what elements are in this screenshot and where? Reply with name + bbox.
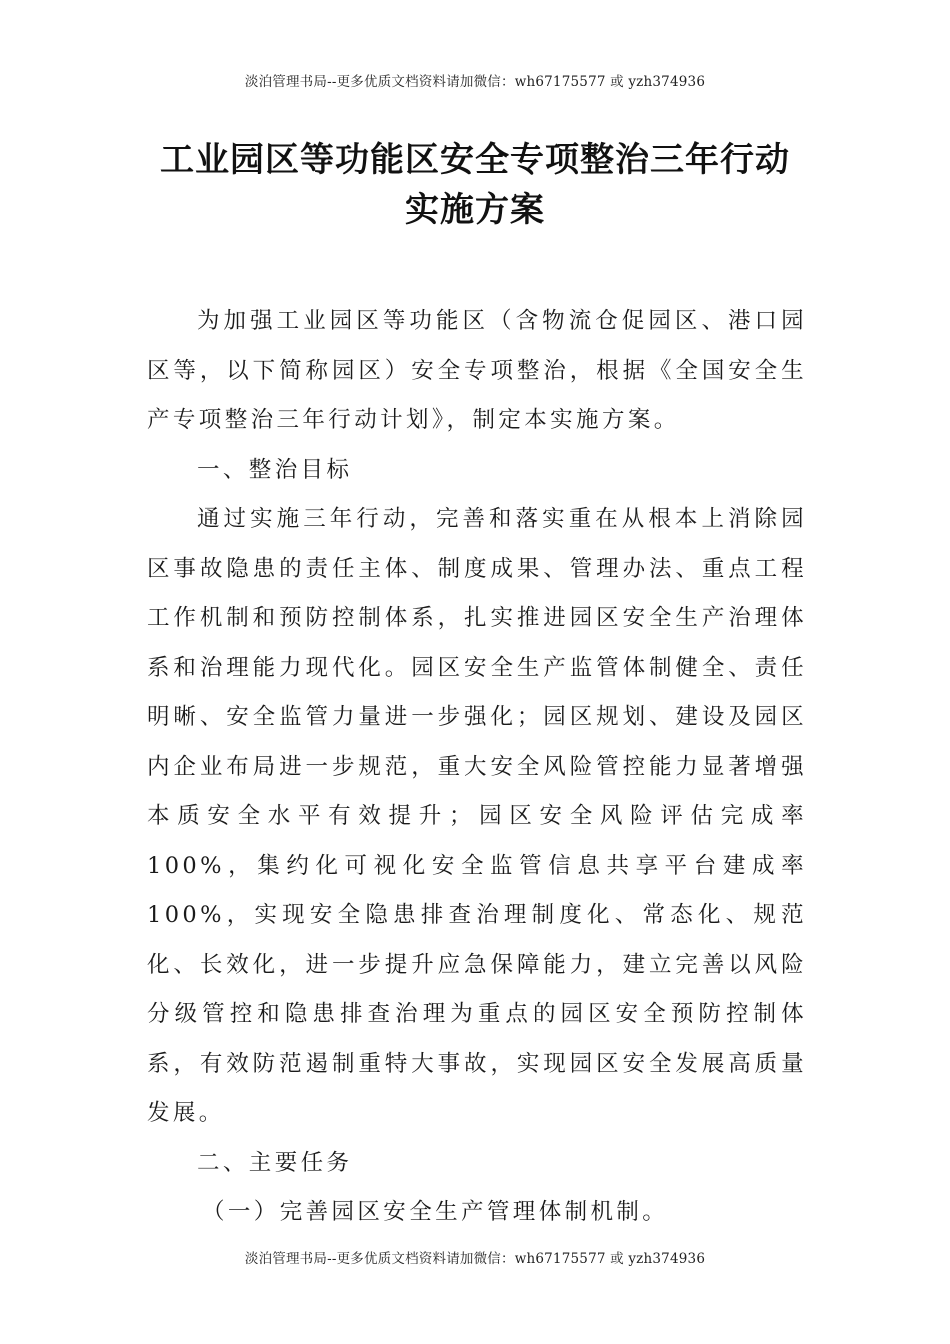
- document-title-line-2: 实施方案: [405, 190, 545, 230]
- document-title-line-1: 工业园区等功能区安全专项整治三年行动: [160, 140, 790, 180]
- page-footer: 淡泊管理书局--更多优质文档资料请加微信：wh67175577 或 yzh374936: [244, 1251, 706, 1267]
- section-heading-tasks: 二、主要任务: [197, 1149, 353, 1176]
- document-body: [147, 297, 807, 1238]
- goals-paragraph: 通过实施三年行动，完善和落实重在从根本上消除园区事故隐患的责任主体、制度成果、管理办法、重点工程工作机制和预防控制体系，扎实推进园区安全生产治理体系和治理能力现代化。园区安全生产监管体制健全、责任明晰、安全监管力量进一步强化；园区规划、建设及园区内企业布局进一步规范，重大安全风险管控能力显著增强本质安全水平有效提升；园区安全风险评估完成率 100%，集约化可视化安全监管信息共享平台建成率 100%，实现安全隐患排查治理制度化、常态化、规范化、长效化，进一步提升应急保障能力，建立完善以风险分级管控和隐患排查治理为重点的园区安全预防控制体系，有效防范遏制重特大事故，实现园区安全发展高质量发展。: [147, 506, 807, 1126]
- subsection-heading-1: （一）完善园区安全生产管理体制机制。: [202, 1199, 669, 1225]
- intro-paragraph: 为加强工业园区等功能区（含物流仓促园区、港口园区等，以下简称园区）安全专项整治，根据《全国安全生产专项整治三年行动计划》，制定本实施方案。: [147, 308, 807, 433]
- section-heading-goals: 一、整治目标: [197, 456, 353, 483]
- page-header: 淡泊管理书局--更多优质文档资料请加微信：wh67175577 或 yzh374936: [244, 74, 706, 90]
